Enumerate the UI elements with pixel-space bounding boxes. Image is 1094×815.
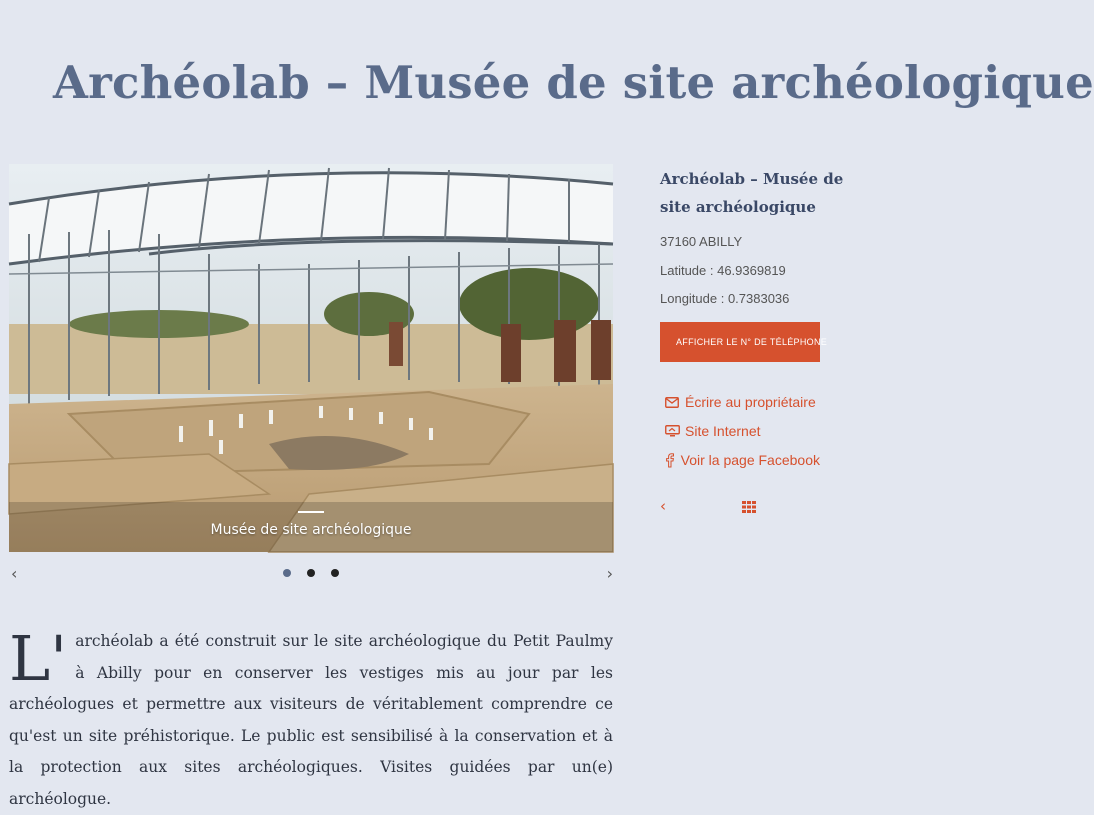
contact-links [660,388,820,475]
link-website[interactable] [660,417,820,446]
latitude: Latitude : 46.9369819 [660,262,786,278]
sidebar-title-line: Archéolab – Musée de [660,170,844,188]
show-phone-button[interactable]: AFFICHER LE N° DE TÉLÉPHONE [660,322,820,362]
carousel-controls [9,562,613,586]
article-text: archéolab a été construit sur le site archéologique du Petit Paulmy à Abilly pour en conserver les vestiges mis au jour par les archéologues et permettre aux visiteurs de véritablement comprendre ce qu'est un site préhistorique. Le public est sensibilisé à la conservation et à la protection aux sites archéologiques. Visites guidées par un(e) archéologue. [9,632,613,808]
link-facebook[interactable] [660,446,820,475]
sidebar-title-line: site archéologique [660,198,816,216]
back-chevron-icon[interactable]: ‹ [660,496,666,515]
article-body [9,622,613,815]
grid-icon[interactable] [742,500,756,518]
carousel-dots [283,569,339,577]
sidebar-title [660,165,844,221]
page-title: Archéolab – Musée de site archéologique [53,56,1094,109]
link-label: Écrire au propriétaire [685,394,816,410]
mail-icon [664,394,680,410]
monitor-icon [664,423,680,439]
carousel-dot[interactable] [331,569,339,577]
link-write-owner[interactable] [660,388,820,417]
image-carousel[interactable] [9,164,613,552]
carousel-dot[interactable] [283,569,291,577]
link-label: Voir la page Facebook [680,452,820,468]
carousel-caption [9,502,613,552]
info-sidebar [660,164,844,517]
carousel-dot[interactable] [307,569,315,577]
facebook-icon [664,452,676,468]
longitude: Longitude : 0.7383036 [660,291,790,306]
carousel-image [9,164,613,552]
address: 37160 ABILLY [660,234,743,249]
caption-divider [298,511,324,513]
caption-text: Musée de site archéologique [210,522,412,538]
link-label: Site Internet [685,423,761,439]
drop-cap: L' [9,622,68,695]
carousel-next-icon[interactable]: › [606,564,613,583]
sidebar-nav [660,497,820,517]
carousel-prev-icon[interactable]: ‹ [11,564,18,583]
